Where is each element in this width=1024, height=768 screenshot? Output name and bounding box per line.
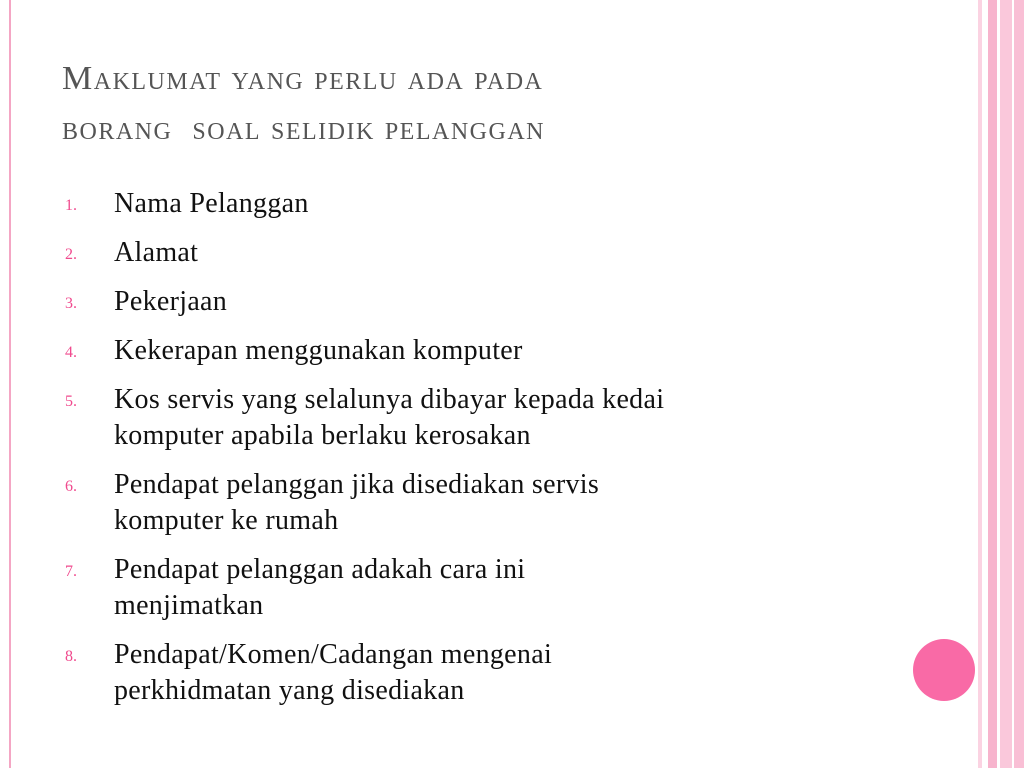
list-item	[56, 235, 886, 271]
list-text-line: Kos servis yang selalunya dibayar kepada kedai	[114, 384, 665, 415]
list-item	[56, 284, 886, 320]
list-text-line: Alamat	[114, 237, 199, 268]
title-line-1: Maklumat yang perlu ada pada	[62, 60, 544, 97]
list-number: 5.	[65, 393, 77, 410]
decorative-stripes	[978, 0, 1024, 768]
list-number: 7.	[65, 563, 77, 580]
stripe	[1014, 0, 1024, 768]
list-number: 3.	[65, 295, 77, 312]
list-item	[56, 382, 886, 454]
list-text	[114, 186, 886, 222]
list-text-line: menjimatkan	[114, 590, 264, 621]
list-text-line: komputer ke rumah	[114, 505, 339, 536]
list-text	[114, 333, 886, 369]
list-item	[56, 637, 886, 709]
left-border-line	[9, 0, 11, 768]
list-item	[56, 333, 886, 369]
list-number: 2.	[65, 246, 77, 263]
list-text	[114, 552, 886, 624]
list-item	[56, 552, 886, 624]
list-text	[114, 284, 886, 320]
list-text-line: Pekerjaan	[114, 286, 228, 317]
slide-title	[62, 54, 882, 154]
stripe	[988, 0, 997, 768]
list-text-line: Pendapat pelanggan jika disediakan servis	[114, 469, 600, 500]
list-number: 6.	[65, 478, 77, 495]
numbered-list	[56, 186, 886, 722]
title-line-2: borang soal selidik pelanggan	[62, 110, 545, 147]
decorative-circle	[913, 639, 975, 701]
list-text-line: Kekerapan menggunakan komputer	[114, 335, 523, 366]
list-text-line: perkhidmatan yang disediakan	[114, 675, 465, 706]
list-text	[114, 637, 886, 709]
list-text-line: Nama Pelanggan	[114, 188, 309, 219]
list-item	[56, 186, 886, 222]
stripe	[1000, 0, 1012, 768]
list-text-line: Pendapat pelanggan adakah cara ini	[114, 554, 526, 585]
list-number: 4.	[65, 344, 77, 361]
list-text	[114, 382, 886, 454]
list-number: 1.	[65, 197, 77, 214]
list-text	[114, 235, 886, 271]
list-text-line: Pendapat/Komen/Cadangan mengenai	[114, 639, 553, 670]
list-number: 8.	[65, 648, 77, 665]
list-item	[56, 467, 886, 539]
list-text	[114, 467, 886, 539]
list-text-line: komputer apabila berlaku kerosakan	[114, 420, 531, 451]
